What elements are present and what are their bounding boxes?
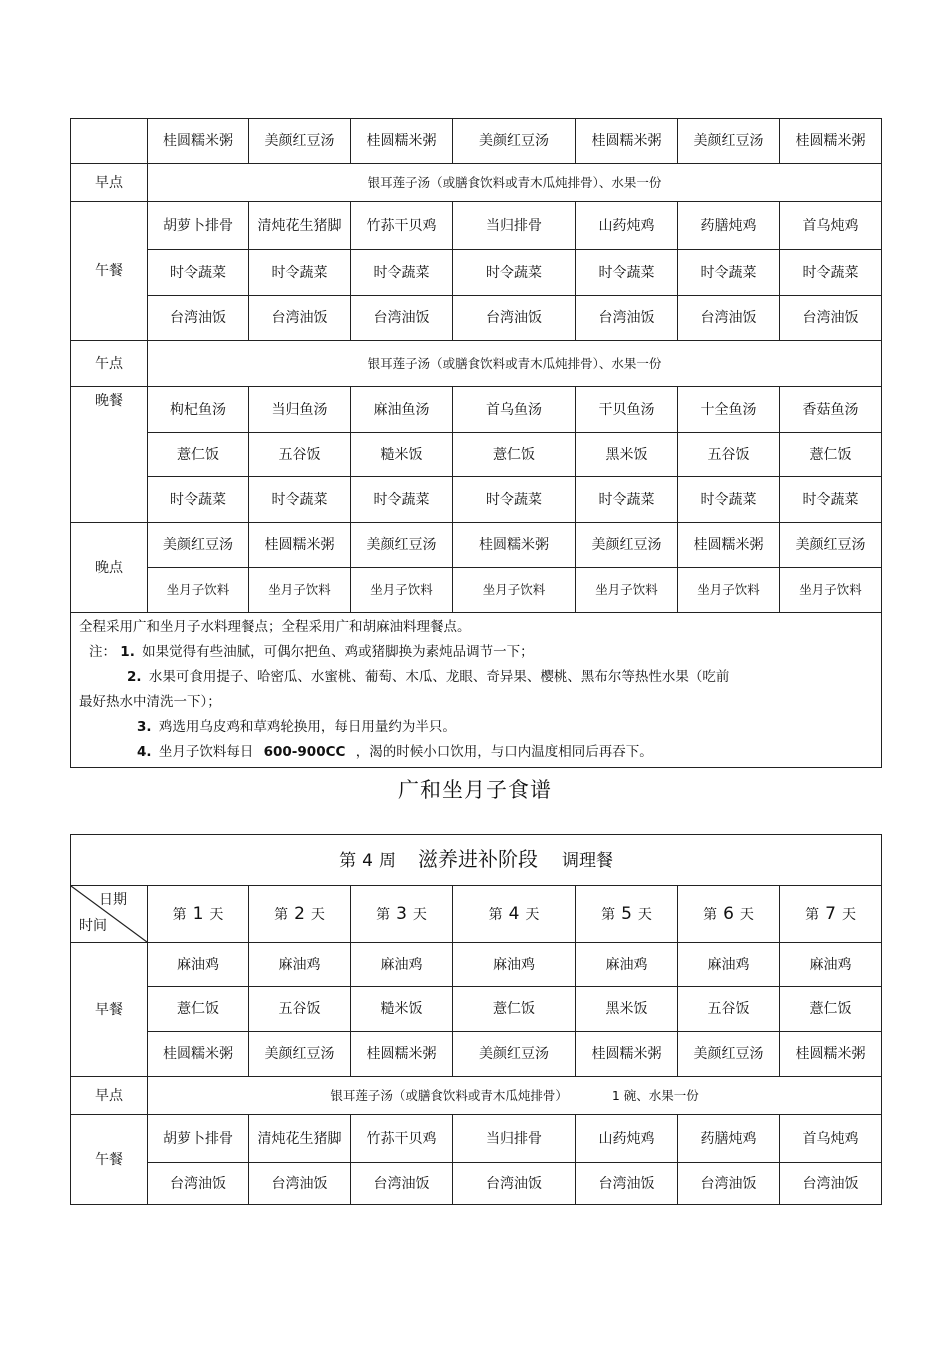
meal-label-afternoon-snack: 午点 — [71, 341, 148, 387]
menu-cell: 清炖花生猪脚 — [249, 1115, 351, 1163]
menu-cell: 麻油鸡 — [249, 943, 351, 987]
day-number: 1 — [192, 903, 204, 924]
menu-cell: 台湾油饭 — [249, 1163, 351, 1205]
table-row — [71, 987, 882, 1032]
day-number: 2 — [294, 903, 305, 924]
menu-cell: 时令蔬菜 — [780, 477, 882, 523]
menu-cell: 桂圆糯米粥 — [780, 119, 882, 164]
menu-cell: 台湾油饭 — [780, 1163, 882, 1205]
menu-cell: 五谷饭 — [249, 987, 351, 1032]
table-row — [71, 943, 882, 987]
menu-cell: 薏仁饭 — [453, 433, 576, 477]
menu-cell: 当归排骨 — [453, 202, 576, 250]
table-row — [71, 1077, 882, 1115]
menu-cell: 枸杞鱼汤 — [148, 387, 249, 433]
table-row — [71, 387, 882, 433]
day-number: 4 — [508, 903, 520, 924]
table-row — [71, 835, 882, 886]
menu-cell: 薏仁饭 — [780, 987, 882, 1032]
menu-cell: 麻油鸡 — [678, 943, 780, 987]
menu-cell: 胡萝卜排骨 — [148, 1115, 249, 1163]
note-text: 水果可食用提子、哈密瓜、水蜜桃、葡萄、木瓜、龙眼、奇异果、樱桃、黑布尔等热性水果（吃前 — [148, 669, 730, 685]
menu-cell: 美颜红豆汤 — [249, 1032, 351, 1077]
snack-portion: 1 碗、水果一份 — [611, 1087, 699, 1103]
day-suffix: 天 — [209, 906, 224, 923]
snack-description: 银耳莲子汤（或膳食饮料或青木瓜炖排骨）、水果一份 — [148, 341, 882, 387]
menu-cell: 桂圆糯米粥 — [453, 523, 576, 568]
day-number: 5 — [621, 903, 632, 924]
menu-cell: 时令蔬菜 — [351, 477, 453, 523]
day-prefix: 第 — [805, 906, 820, 923]
menu-cell: 麻油鸡 — [351, 943, 453, 987]
menu-cell: 时令蔬菜 — [678, 477, 780, 523]
menu-cell: 美颜红豆汤 — [249, 119, 351, 164]
day-header-4 — [453, 886, 576, 943]
menu-cell: 山药炖鸡 — [576, 202, 678, 250]
menu-cell: 药膳炖鸡 — [678, 1115, 780, 1163]
week-number: 4 — [362, 851, 373, 871]
menu-cell: 薏仁饭 — [453, 987, 576, 1032]
menu-cell: 坐月子饮料 — [148, 568, 249, 613]
menu-cell: 美颜红豆汤 — [453, 1032, 576, 1077]
week-title — [71, 835, 882, 886]
header-diagonal-cell — [71, 886, 148, 943]
menu-cell: 桂圆糯米粥 — [148, 119, 249, 164]
menu-cell: 时令蔬菜 — [576, 477, 678, 523]
day-number: 7 — [825, 903, 836, 924]
menu-cell: 桂圆糯米粥 — [148, 1032, 249, 1077]
note-number: 2. — [127, 669, 142, 685]
day-suffix: 天 — [525, 906, 540, 923]
day-prefix: 第 — [703, 906, 718, 923]
document-title: 广和坐月子食谱 — [398, 778, 552, 802]
table-row — [71, 1163, 882, 1205]
menu-cell: 时令蔬菜 — [148, 250, 249, 296]
menu-cell: 坐月子饮料 — [453, 568, 576, 613]
menu-cell: 麻油鱼汤 — [351, 387, 453, 433]
table-row — [71, 1115, 882, 1163]
menu-cell: 山药炖鸡 — [576, 1115, 678, 1163]
menu-cell: 坐月子饮料 — [351, 568, 453, 613]
note-text: ，渴的时候小口饮用，与口内温度相同后再吞下。 — [355, 744, 653, 760]
snack-text: 银耳莲子汤（或膳食饮料或青木瓜炖排骨） — [330, 1087, 568, 1103]
menu-cell: 桂圆糯米粥 — [351, 1032, 453, 1077]
menu-cell: 美颜红豆汤 — [351, 523, 453, 568]
day-suffix: 天 — [412, 906, 427, 923]
notes-label: 注： — [89, 644, 116, 660]
menu-cell: 竹荪干贝鸡 — [351, 1115, 453, 1163]
note-number: 4. — [137, 744, 152, 760]
menu-cell: 薏仁饭 — [780, 433, 882, 477]
menu-cell: 美颜红豆汤 — [576, 523, 678, 568]
menu-cell: 坐月子饮料 — [576, 568, 678, 613]
meal-label-lunch: 午餐 — [71, 202, 148, 341]
menu-cell: 台湾油饭 — [678, 1163, 780, 1205]
menu-cell: 台湾油饭 — [576, 1163, 678, 1205]
menu-cell: 麻油鸡 — [453, 943, 576, 987]
menu-cell: 麻油鸡 — [576, 943, 678, 987]
menu-cell: 台湾油饭 — [351, 1163, 453, 1205]
meal-label-night-snack: 晚点 — [71, 523, 148, 613]
menu-cell: 桂圆糯米粥 — [780, 1032, 882, 1077]
menu-cell: 坐月子饮料 — [678, 568, 780, 613]
menu-cell: 台湾油饭 — [249, 296, 351, 341]
menu-cell: 首乌炖鸡 — [780, 1115, 882, 1163]
menu-cell: 桂圆糯米粥 — [351, 119, 453, 164]
menu-cell: 时令蔬菜 — [351, 250, 453, 296]
note-text: 坐月子饮料每日 — [158, 744, 254, 760]
meal-label-morning-snack: 早点 — [71, 1077, 148, 1115]
menu-cell: 台湾油饭 — [453, 296, 576, 341]
table-row — [71, 477, 882, 523]
empty-label-cell — [71, 119, 148, 164]
menu-cell: 五谷饭 — [678, 987, 780, 1032]
menu-cell: 首乌鱼汤 — [453, 387, 576, 433]
menu-cell: 时令蔬菜 — [453, 250, 576, 296]
menu-cell: 五谷饭 — [678, 433, 780, 477]
meal-label-lunch: 午餐 — [71, 1115, 148, 1205]
header-time-label: 时间 — [79, 918, 107, 934]
menu-cell: 时令蔬菜 — [576, 250, 678, 296]
day-prefix: 第 — [376, 906, 391, 923]
menu-cell: 当归鱼汤 — [249, 387, 351, 433]
day-suffix: 天 — [310, 906, 325, 923]
menu-cell: 时令蔬菜 — [249, 477, 351, 523]
menu-cell: 桂圆糯米粥 — [249, 523, 351, 568]
meal-label-dinner: 晚餐 — [71, 387, 148, 523]
week-stage: 滋养进补阶段 — [417, 847, 538, 871]
note-item-4 — [79, 740, 873, 765]
note-number: 3. — [137, 719, 152, 735]
menu-cell: 桂圆糯米粥 — [576, 119, 678, 164]
week-meal-type: 调理餐 — [561, 851, 613, 871]
menu-cell: 坐月子饮料 — [249, 568, 351, 613]
menu-cell: 麻油鸡 — [148, 943, 249, 987]
table-row — [71, 250, 882, 296]
menu-cell: 坐月子饮料 — [780, 568, 882, 613]
menu-cell: 糙米饭 — [351, 433, 453, 477]
menu-cell: 薏仁饭 — [148, 987, 249, 1032]
note-item-2 — [79, 665, 873, 690]
day-header-5 — [576, 886, 678, 943]
day-header-1 — [148, 886, 249, 943]
meal-label-morning-snack: 早点 — [71, 164, 148, 202]
note-text: 如果觉得有些油腻，可偶尔把鱼、鸡或猪脚换为素炖品调节一下； — [142, 644, 534, 660]
week-title-prefix: 第 — [339, 851, 357, 871]
snack-description: 银耳莲子汤（或膳食饮料或青木瓜炖排骨）、水果一份 — [148, 164, 882, 202]
day-suffix: 天 — [841, 906, 856, 923]
notes-intro: 全程采用广和坐月子水料理餐点；全程采用广和胡麻油料理餐点。 — [79, 619, 471, 635]
menu-cell: 台湾油饭 — [148, 296, 249, 341]
table-row — [71, 202, 882, 250]
day-number: 3 — [396, 903, 407, 924]
menu-cell: 桂圆糯米粥 — [576, 1032, 678, 1077]
day-header-7 — [780, 886, 882, 943]
menu-cell: 美颜红豆汤 — [148, 523, 249, 568]
table-row — [71, 164, 882, 202]
table-row — [71, 613, 882, 768]
day-prefix: 第 — [488, 906, 503, 923]
table-row — [71, 341, 882, 387]
menu-cell: 时令蔬菜 — [148, 477, 249, 523]
menu-cell: 时令蔬菜 — [780, 250, 882, 296]
note-item-2-continued: 最好热水中清洗一下）； — [79, 694, 221, 710]
menu-cell: 黑米饭 — [576, 987, 678, 1032]
day-header-6 — [678, 886, 780, 943]
menu-cell: 台湾油饭 — [678, 296, 780, 341]
menu-cell: 十全鱼汤 — [678, 387, 780, 433]
table-row — [71, 433, 882, 477]
menu-cell: 台湾油饭 — [351, 296, 453, 341]
menu-cell: 当归排骨 — [453, 1115, 576, 1163]
menu-cell: 香菇鱼汤 — [780, 387, 882, 433]
menu-cell: 竹荪干贝鸡 — [351, 202, 453, 250]
note-number: 1. — [120, 644, 135, 660]
table-row — [71, 296, 882, 341]
menu-cell: 首乌炖鸡 — [780, 202, 882, 250]
menu-cell: 美颜红豆汤 — [678, 119, 780, 164]
day-prefix: 第 — [172, 906, 187, 923]
menu-cell: 台湾油饭 — [576, 296, 678, 341]
menu-cell: 美颜红豆汤 — [678, 1032, 780, 1077]
table-row — [71, 119, 882, 164]
menu-cell: 五谷饭 — [249, 433, 351, 477]
snack-description — [148, 1077, 882, 1115]
notes-cell — [71, 613, 882, 768]
table-header-row — [71, 886, 882, 943]
menu-cell: 台湾油饭 — [453, 1163, 576, 1205]
menu-cell: 干贝鱼汤 — [576, 387, 678, 433]
note-volume: 600-900CC — [263, 744, 346, 760]
menu-cell: 时令蔬菜 — [453, 477, 576, 523]
day-suffix: 天 — [637, 906, 652, 923]
table-row — [71, 568, 882, 613]
day-suffix: 天 — [739, 906, 754, 923]
table-row — [71, 523, 882, 568]
menu-cell: 黑米饭 — [576, 433, 678, 477]
menu-cell: 麻油鸡 — [780, 943, 882, 987]
menu-cell: 胡萝卜排骨 — [148, 202, 249, 250]
note-item-3 — [79, 715, 873, 740]
menu-table-previous-week — [70, 118, 882, 768]
header-date-label: 日期 — [99, 892, 127, 908]
menu-cell: 时令蔬菜 — [249, 250, 351, 296]
menu-cell: 时令蔬菜 — [678, 250, 780, 296]
day-header-2 — [249, 886, 351, 943]
meal-label-breakfast: 早餐 — [71, 943, 148, 1077]
table-row — [71, 1032, 882, 1077]
menu-table-week-4 — [70, 834, 882, 1205]
menu-cell: 薏仁饭 — [148, 433, 249, 477]
week-title-suffix: 周 — [378, 851, 396, 871]
menu-cell: 美颜红豆汤 — [453, 119, 576, 164]
day-header-3 — [351, 886, 453, 943]
day-prefix: 第 — [601, 906, 616, 923]
menu-cell: 台湾油饭 — [148, 1163, 249, 1205]
day-prefix: 第 — [274, 906, 289, 923]
menu-cell: 桂圆糯米粥 — [678, 523, 780, 568]
note-text: 鸡选用乌皮鸡和草鸡轮换用，每日用量约为半只。 — [158, 719, 456, 735]
day-number: 6 — [723, 903, 734, 924]
menu-cell: 糙米饭 — [351, 987, 453, 1032]
menu-cell: 清炖花生猪脚 — [249, 202, 351, 250]
menu-cell: 美颜红豆汤 — [780, 523, 882, 568]
menu-cell: 台湾油饭 — [780, 296, 882, 341]
note-item-1 — [79, 640, 873, 665]
menu-cell: 药膳炖鸡 — [678, 202, 780, 250]
